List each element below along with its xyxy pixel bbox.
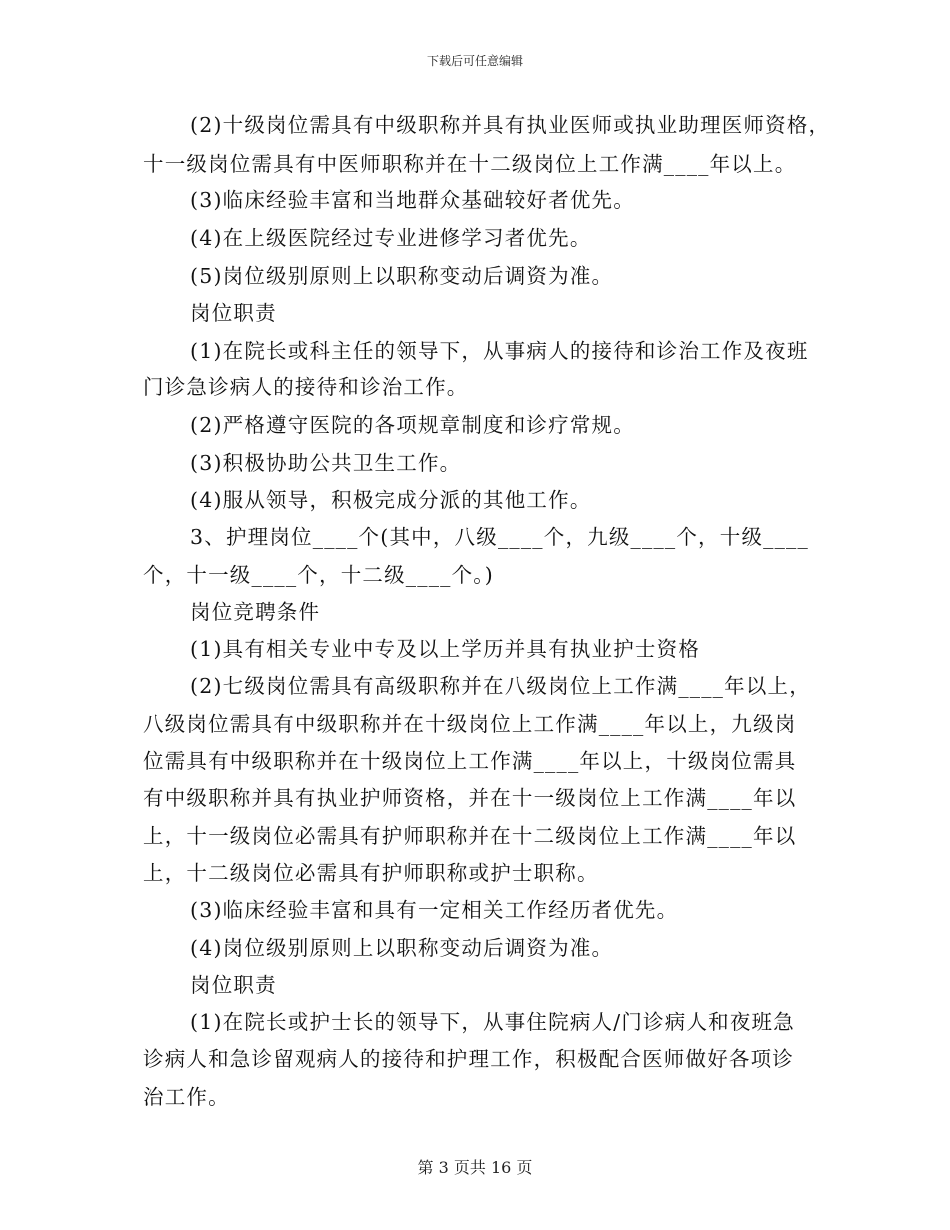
paragraph-line: 个，十一级____个，十二级____个。): [143, 563, 494, 587]
paragraph-line: (3)临床经验丰富和具有一定相关工作经历者优先。: [190, 898, 679, 922]
paragraph-line: (1)在院长或科主任的领导下，从事病人的接待和诊治工作及夜班: [190, 339, 809, 363]
paragraph-line: 上，十一级岗位必需具有护师职称并在十二级岗位上工作满____年以: [143, 824, 797, 848]
paragraph-line: 八级岗位需具有中级职称并在十级岗位上工作满____年以上，九级岗: [143, 712, 797, 736]
paragraph-line: (5)岗位级别原则上以职称变动后调资为准。: [190, 264, 614, 288]
page-header: 下载后可任意编辑: [426, 54, 523, 68]
page-footer: 第 3 页共 16 页: [417, 1158, 533, 1177]
paragraph-line: (4)岗位级别原则上以职称变动后调资为准。: [190, 936, 614, 960]
paragraph-line: 3、护理岗位____个(其中，八级____个，九级____个，十级____: [190, 525, 809, 549]
paragraph-line: (3)积极协助公共卫生工作。: [190, 451, 462, 475]
paragraph-line: (2)严格遵守医院的各项规章制度和诊疗常规。: [190, 413, 635, 437]
section-heading: 岗位职责: [190, 301, 277, 325]
paragraph-line: 上，十二级岗位必需具有护师职称或护士职称。: [143, 861, 599, 885]
paragraph-line: (4)在上级医院经过专业进修学习者优先。: [190, 226, 592, 250]
paragraph-line: 治工作。: [143, 1085, 230, 1109]
paragraph-line: (3)临床经验丰富和当地群众基础较好者优先。: [190, 188, 635, 212]
paragraph-line: 位需具有中级职称并在十级岗位上工作满____年以上，十级岗位需具: [143, 749, 797, 773]
paragraph-line: (2)七级岗位需具有高级职称并在八级岗位上工作满____年以上，: [190, 674, 811, 698]
section-heading: 岗位职责: [190, 973, 277, 997]
paragraph-line: 有中级职称并具有执业护师资格，并在十一级岗位上工作满____年以: [143, 786, 797, 810]
paragraph-line: (1)在院长或护士长的领导下，从事住院病人/门诊病人和夜班急: [190, 1010, 795, 1034]
paragraph-line: (1)具有相关专业中专及以上学历并具有执业护士资格: [190, 637, 701, 661]
section-heading: 岗位竞聘条件: [190, 600, 321, 624]
paragraph-line: 十一级岗位需具有中医师职称并在十二级岗位上工作满____年以上。: [143, 152, 797, 176]
paragraph-line: 门诊急诊病人的接待和诊治工作。: [143, 375, 469, 399]
paragraph-line: 诊病人和急诊留观病人的接待和护理工作，积极配合医师做好各项诊: [143, 1047, 794, 1071]
paragraph-line: (2)十级岗位需具有中级职称并具有执业医师或执业助理医师资格，: [190, 113, 831, 137]
paragraph-line: (4)服从领导，积极完成分派的其他工作。: [190, 488, 592, 512]
